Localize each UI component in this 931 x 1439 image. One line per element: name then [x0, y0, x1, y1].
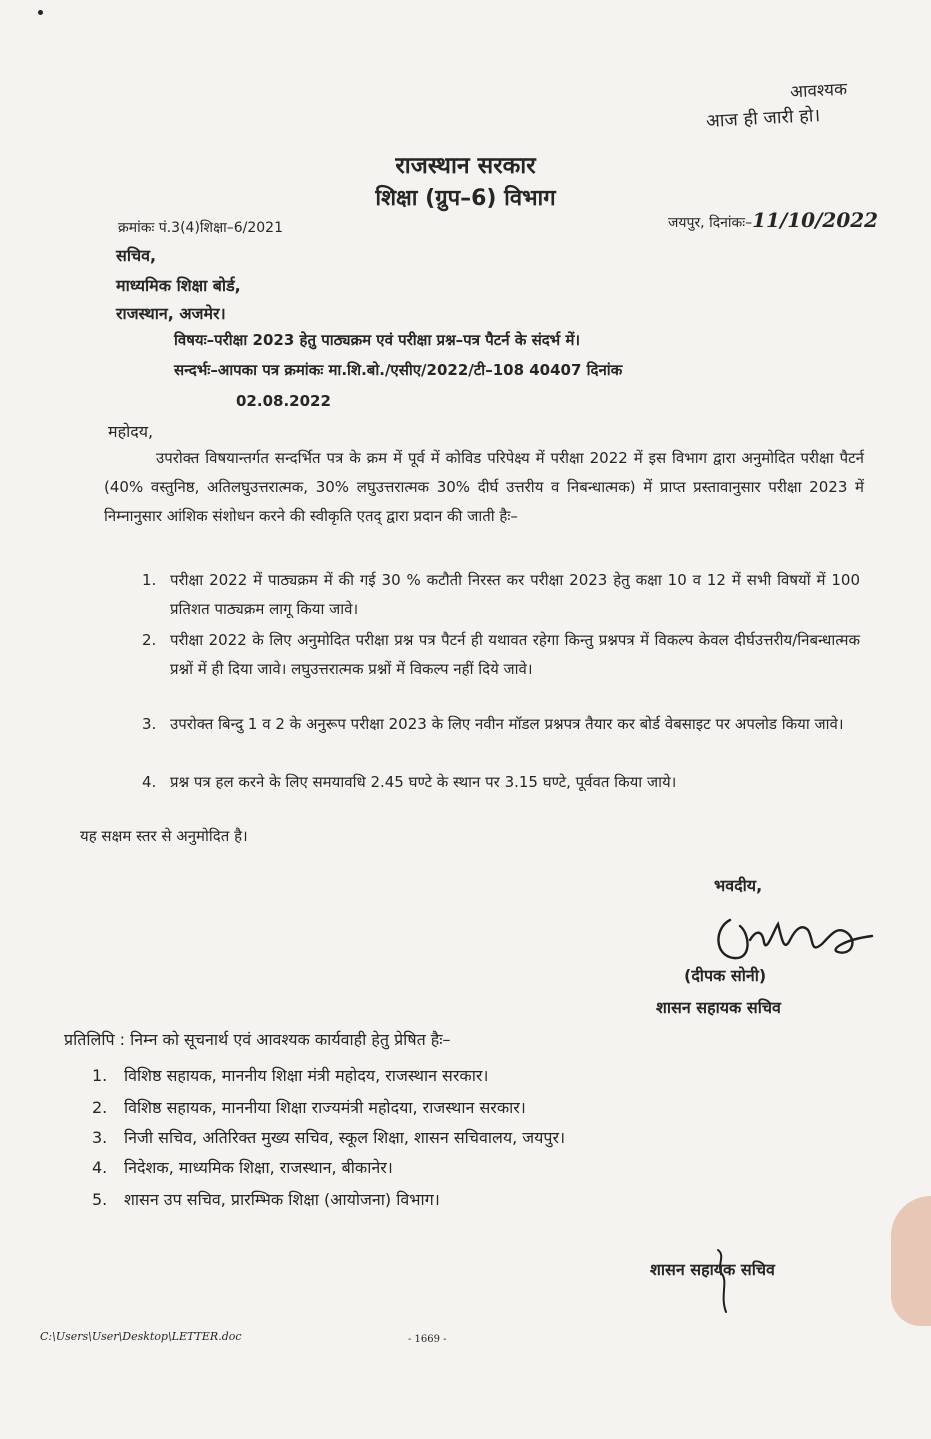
handwritten-signature	[712, 900, 882, 970]
copy-item	[92, 1096, 526, 1118]
recipient-line: राजस्थान, अजमेर।	[116, 304, 226, 323]
signatory-name: (दीपक सोनी)	[684, 966, 767, 985]
copy-item	[92, 1188, 440, 1210]
copy-item	[92, 1126, 565, 1148]
reference-line: सन्दर्भः–आपका पत्र क्रमांकः मा.शि.बो./एसीए/2022/टी–108 40407 दिनांक	[174, 361, 623, 379]
copy-text: निदेशक, माध्यमिक शिक्षा, राजस्थान, बीकानेर।	[124, 1158, 393, 1177]
finger-edge	[891, 1196, 931, 1326]
page-number: - 1669 -	[408, 1334, 447, 1345]
initial-mark	[698, 1246, 748, 1316]
copy-number: 1.	[92, 1066, 108, 1085]
department-heading: शिक्षा (ग्रुप–6) विभाग	[375, 186, 556, 211]
approval-statement: यह सक्षम स्तर से अनुमोदित है।	[80, 827, 248, 845]
copy-heading: प्रतिलिपि : निम्न को सूचनार्थ एवं आवश्यक कार्यवाही हेतु प्रेषित हैः–	[64, 1030, 451, 1049]
copy-number: 3.	[92, 1128, 108, 1147]
list-text: प्रश्न पत्र हल करने के लिए समयावधि 2.45 घण्टे के स्थान पर 3.15 घण्टे, पूर्ववत किया जाये।	[170, 773, 677, 791]
list-text: उपरोक्त बिन्दु 1 व 2 के अनुरूप परीक्षा 2023 के लिए नवीन मॉडल प्रश्नपत्र तैयार कर बोर्ड वेबसाइट पर अपलोड किया जावे।	[170, 715, 844, 733]
list-text: परीक्षा 2022 में पाठ्यक्रम में की गई 30 % कटौती निरस्त कर परीक्षा 2023 हेतु कक्षा 10 व 12 में सभी विषयों में 100 प्रतिशत पाठ्यक्रम लागू किया जावे।	[170, 571, 860, 618]
recipient-line: सचिव,	[116, 246, 157, 265]
body-paragraph: उपरोक्त विषयान्तर्गत सन्दर्भित पत्र के क्रम में पूर्व में कोविड परिपेक्ष्य में परीक्षा 2022 में इस विभाग द्वारा अनुमोदित परीक्षा पैटर्न (40% वस्तुनिष्ठ, अतिलघुउत्तरात्मक, 30% लघुउत्तरात्मक 30% दीर्घ उत्तरीय व निबन्धात्मक) में प्राप्त प्रस्तावानुसार परीक्षा 2023 में निम्नानुसार आंशिक संशोधन करने की स्वीकृति एतद् द्वारा प्रदान की जाती हैः–	[104, 449, 864, 525]
date-value: 11/10/2022	[752, 208, 879, 232]
signatory-designation: शासन सहायक सचिव	[656, 998, 781, 1017]
list-item	[142, 626, 860, 684]
date-label: जयपुर, दिनांकः–	[668, 215, 753, 231]
list-item	[142, 710, 860, 739]
copy-signatory: शासन सहायक सचिव	[650, 1260, 775, 1279]
list-number: 3.	[142, 715, 157, 733]
closing-text: भवदीय,	[714, 876, 763, 895]
copy-text: निजी सचिव, अतिरिक्त मुख्य सचिव, स्कूल शिक्षा, शासन सचिवालय, जयपुर।	[124, 1128, 566, 1147]
speck-mark	[38, 10, 43, 15]
copy-item	[92, 1064, 488, 1086]
list-number: 1.	[142, 571, 157, 589]
urgent-note-line2: आज ही जारी हो।	[705, 105, 821, 132]
copy-text: विशिष्ठ सहायक, माननीय शिक्षा मंत्री महोदय, राजस्थान सरकार।	[124, 1066, 489, 1085]
salutation: महोदय,	[108, 422, 154, 441]
list-number: 2.	[142, 631, 157, 649]
copy-number: 2.	[92, 1098, 108, 1117]
urgent-note-line1: आवश्यक	[789, 79, 848, 103]
reference-number: क्रमांकः पं.3(4)शिक्षा–6/2021	[118, 220, 283, 236]
date-line	[668, 208, 878, 232]
subject-line: विषयः–परीक्षा 2023 हेतु पाठ्यक्रम एवं परीक्षा प्रश्न–पत्र पैटर्न के संदर्भ में।	[174, 331, 581, 349]
list-item	[142, 566, 860, 624]
copy-text: विशिष्ठ सहायक, माननीया शिक्षा राज्यमंत्री महोदया, राजस्थान सरकार।	[124, 1098, 526, 1117]
government-heading: राजस्थान सरकार	[395, 153, 536, 179]
list-number: 4.	[142, 773, 157, 791]
copy-text: शासन उप सचिव, प्रारम्भिक शिक्षा (आयोजना) विभाग।	[124, 1190, 440, 1209]
list-item	[142, 768, 860, 797]
copy-number: 5.	[92, 1190, 108, 1209]
copy-item	[92, 1156, 393, 1178]
file-path-footer: C:\Users\User\Desktop\LETTER.doc	[40, 1330, 242, 1343]
recipient-line: माध्यमिक शिक्षा बोर्ड,	[116, 276, 241, 295]
reference-date: 02.08.2022	[236, 392, 331, 410]
list-text: परीक्षा 2022 के लिए अनुमोदित परीक्षा प्रश्न पत्र पैटर्न ही यथावत रहेगा किन्तु प्रश्नपत्र में विकल्प केवल दीर्घउत्तरीय/निबन्धात्मक प्रश्नों में ही दिया जावे। लघुउत्तरात्मक प्रश्नों में विकल्प नहीं दिये जावे।	[170, 631, 860, 678]
copy-number: 4.	[92, 1158, 108, 1177]
